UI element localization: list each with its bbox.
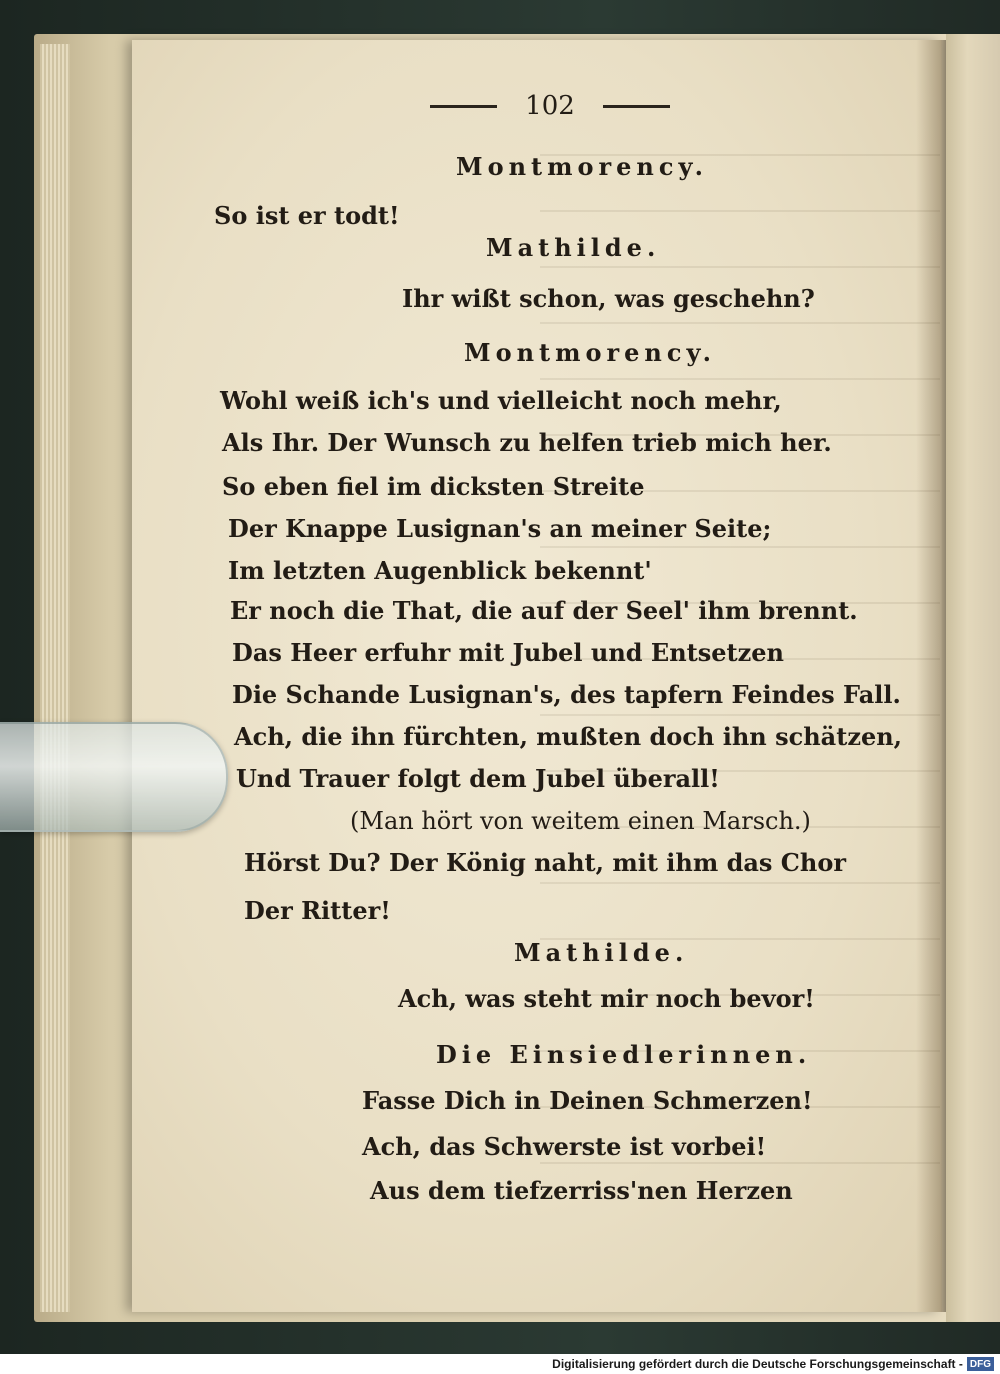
speaker-name: Montmorency. — [456, 152, 709, 181]
speaker-name: Mathilde. — [514, 938, 689, 967]
dfg-logo: DFG — [967, 1357, 994, 1371]
header-rule-left — [430, 105, 497, 108]
verse-line: Fasse Dich in Deinen Schmerzen! — [362, 1086, 813, 1115]
speaker-name: Mathilde. — [486, 233, 661, 262]
speaker-name: Montmorency. — [464, 338, 717, 367]
header-rule-right — [603, 105, 670, 108]
verse-line: Ach, die ihn fürchten, mußten doch ihn schätzen, — [234, 722, 903, 751]
stage-direction: (Man hört von weitem einen Marsch.) — [350, 807, 811, 835]
verse-line: Der Ritter! — [244, 896, 391, 925]
verse-line: Wohl weiß ich's und vielleicht noch mehr, — [220, 386, 782, 415]
speaker-name: Die Einsiedlerinnen. — [436, 1040, 812, 1069]
page-number: 102 — [525, 91, 575, 121]
verse-line: Die Schande Lusignan's, des tapfern Feindes Fall. — [232, 680, 901, 709]
verse-line: Das Heer erfuhr mit Jubel und Entsetzen — [232, 638, 784, 667]
verse-line: So ist er todt! — [214, 201, 400, 230]
page-header — [430, 84, 670, 128]
verse-line: Im letzten Augenblick bekennt' — [228, 556, 652, 585]
digitization-footer — [0, 1354, 1000, 1374]
verse-line: Aus dem tiefzerriss'nen Herzen — [370, 1176, 793, 1205]
verse-line: So eben fiel im dicksten Streite — [222, 472, 645, 501]
verse-line: Hörst Du? Der König naht, mit ihm das Chor — [244, 848, 847, 877]
verse-line: Und Trauer folgt dem Jubel überall! — [236, 764, 720, 793]
verse-line: Der Knappe Lusignan's an meiner Seite; — [228, 514, 772, 543]
verse-line: Ach, was steht mir noch bevor! — [398, 984, 815, 1013]
page-edges — [40, 44, 70, 1312]
verse-line: Er noch die That, die auf der Seel' ihm brennt. — [230, 596, 858, 625]
page-holder-clip — [0, 722, 228, 832]
verse-line: Ihr wißt schon, was geschehn? — [402, 284, 815, 313]
facing-page — [946, 34, 1000, 1322]
footer-credit: Digitalisierung gefördert durch die Deutsche Forschungsgemeinschaft - — [552, 1357, 963, 1371]
verse-line: Ach, das Schwerste ist vorbei! — [362, 1132, 767, 1161]
verse-line: Als Ihr. Der Wunsch zu helfen trieb mich her. — [222, 428, 832, 457]
